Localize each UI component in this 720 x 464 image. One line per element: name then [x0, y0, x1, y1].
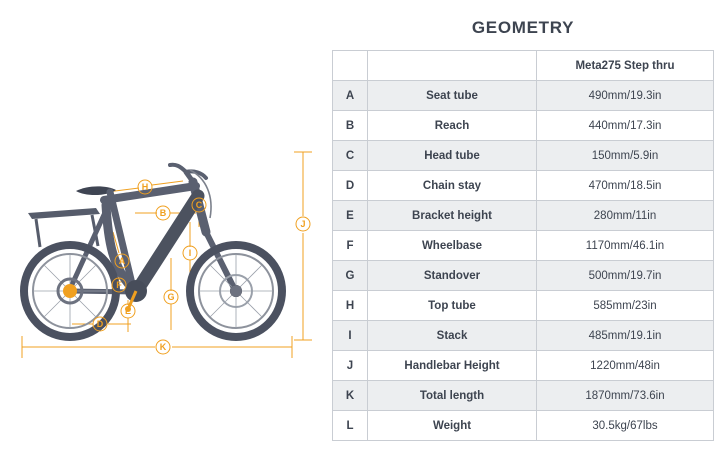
row-name: Standover — [368, 261, 537, 291]
row-value: 470mm/18.5in — [537, 171, 714, 201]
row-value: 150mm/5.9in — [537, 141, 714, 171]
svg-text:D: D — [96, 319, 104, 329]
table-row — [333, 231, 714, 261]
row-letter: A — [333, 81, 368, 111]
header-model-cell: Meta275 Step thru — [537, 51, 714, 81]
header-name-cell — [368, 51, 537, 81]
table-row — [333, 381, 714, 411]
row-value: 30.5kg/67lbs — [537, 411, 714, 441]
row-letter: C — [333, 141, 368, 171]
table-row — [333, 201, 714, 231]
row-name: Stack — [368, 321, 537, 351]
row-letter: I — [333, 321, 368, 351]
svg-text:A: A — [118, 256, 126, 266]
table-row — [333, 81, 714, 111]
row-name: Total length — [368, 381, 537, 411]
row-letter: E — [333, 201, 368, 231]
callout-J — [296, 217, 310, 231]
row-value: 440mm/17.3in — [537, 111, 714, 141]
row-value: 1870mm/73.6in — [537, 381, 714, 411]
table-row — [333, 321, 714, 351]
row-name: Bracket height — [368, 201, 537, 231]
row-name: Seat tube — [368, 81, 537, 111]
callout-B — [156, 206, 170, 220]
row-name: Handlebar Height — [368, 351, 537, 381]
row-name: Wheelbase — [368, 231, 537, 261]
svg-text:E: E — [124, 306, 132, 316]
row-value: 500mm/19.7in — [537, 261, 714, 291]
table-row — [333, 171, 714, 201]
table-row — [333, 111, 714, 141]
header-letter-cell — [333, 51, 368, 81]
svg-text:I: I — [188, 248, 192, 258]
row-letter: D — [333, 171, 368, 201]
row-letter: F — [333, 231, 368, 261]
svg-text:H: H — [141, 182, 149, 192]
svg-text:J: J — [300, 219, 306, 229]
geometry-table — [332, 50, 714, 441]
front-wheel — [190, 245, 282, 337]
table-row — [333, 411, 714, 441]
geometry-panel — [332, 8, 714, 441]
row-value: 485mm/19.1in — [537, 321, 714, 351]
row-value: 1220mm/48in — [537, 351, 714, 381]
row-name: Chain stay — [368, 171, 537, 201]
row-value: 585mm/23in — [537, 291, 714, 321]
row-name: Head tube — [368, 141, 537, 171]
svg-text:B: B — [159, 208, 167, 218]
page-title: GEOMETRY — [471, 18, 575, 37]
geometry-table-body — [333, 51, 714, 441]
table-row — [333, 141, 714, 171]
callout-I — [183, 246, 197, 260]
row-name: Reach — [368, 111, 537, 141]
row-name: Top tube — [368, 291, 537, 321]
row-name: Weight — [368, 411, 537, 441]
callout-G — [164, 290, 178, 304]
row-value: 280mm/11in — [537, 201, 714, 231]
callout-E — [121, 304, 135, 318]
callout-K — [156, 340, 170, 354]
svg-text:K: K — [159, 342, 167, 352]
row-letter: J — [333, 351, 368, 381]
svg-text:G: G — [167, 292, 175, 302]
row-value: 490mm/19.3in — [537, 81, 714, 111]
bike-diagram — [0, 0, 330, 464]
svg-text:C: C — [195, 200, 203, 210]
row-value: 1170mm/46.1in — [537, 231, 714, 261]
row-letter: B — [333, 111, 368, 141]
table-row — [333, 261, 714, 291]
callout-H — [138, 180, 152, 194]
table-row — [333, 351, 714, 381]
row-letter: K — [333, 381, 368, 411]
row-letter: L — [333, 411, 368, 441]
svg-text:F: F — [116, 280, 122, 290]
table-header-row — [333, 51, 714, 81]
row-letter: G — [333, 261, 368, 291]
table-row — [333, 291, 714, 321]
row-letter: H — [333, 291, 368, 321]
